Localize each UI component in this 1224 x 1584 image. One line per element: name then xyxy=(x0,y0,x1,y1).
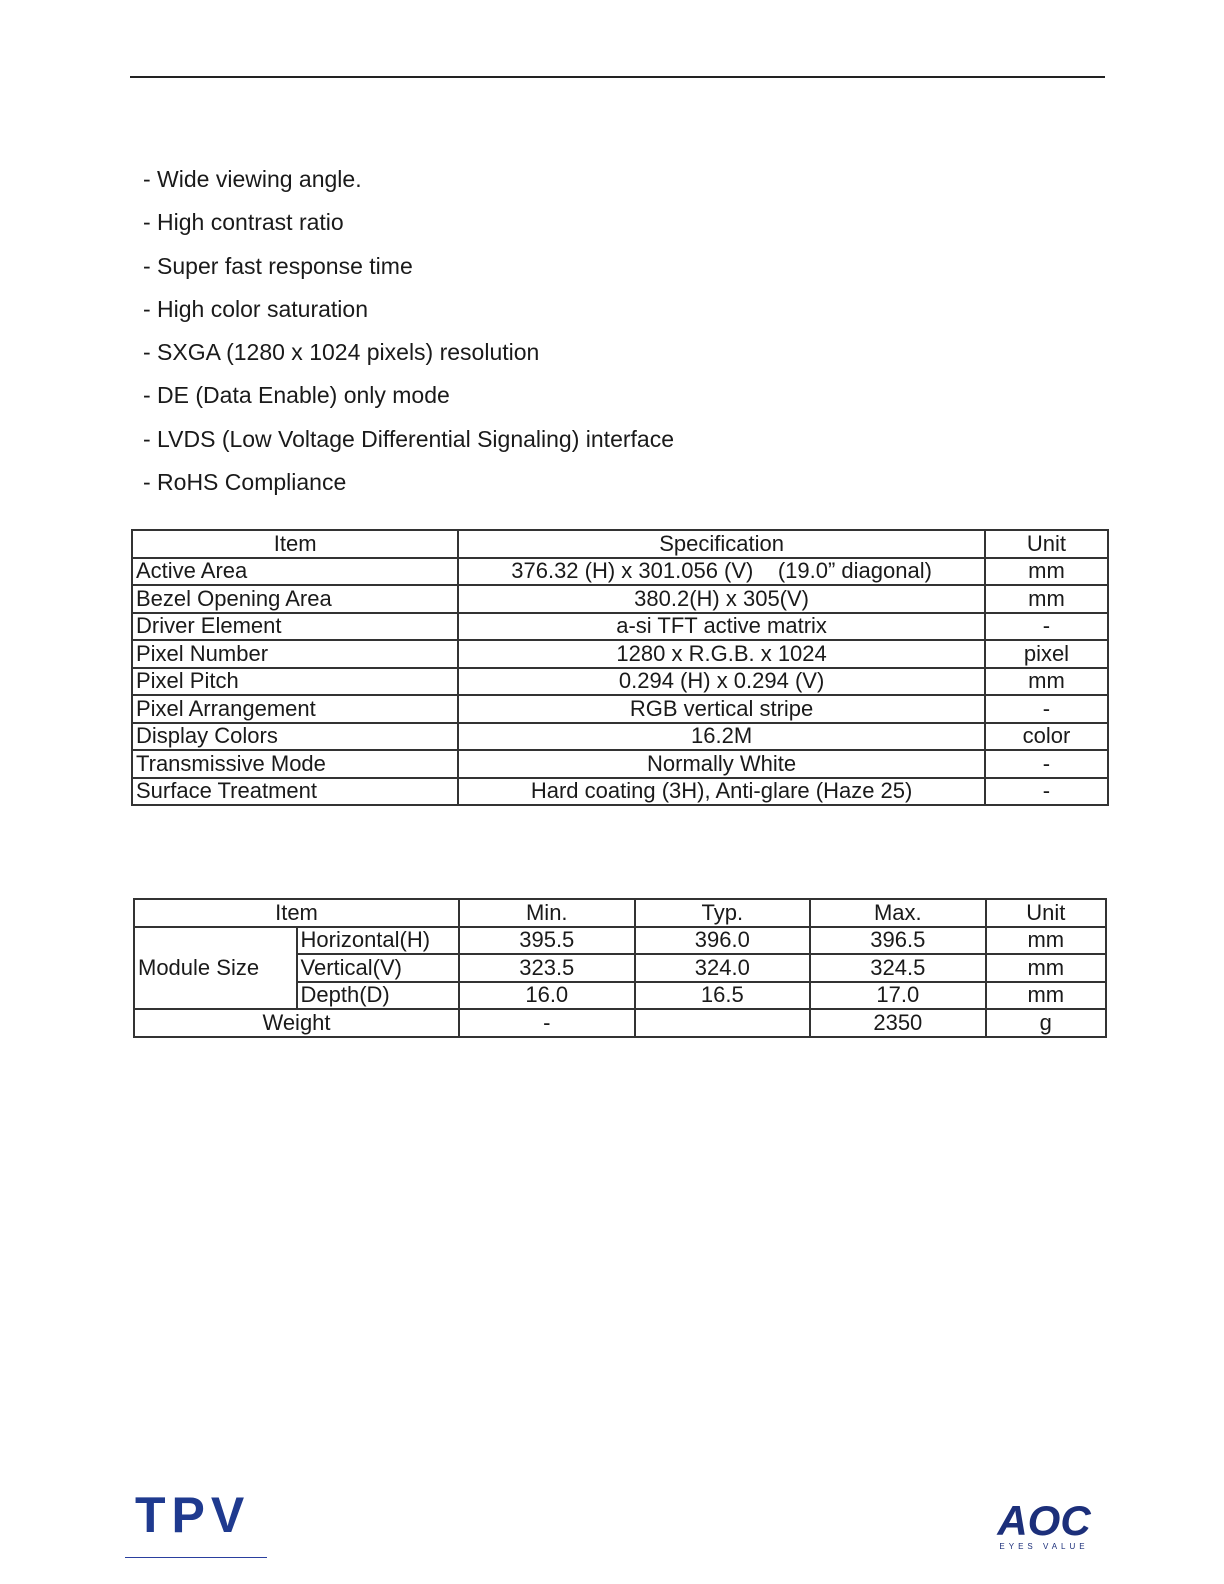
feature-item: - DE (Data Enable) only mode xyxy=(143,382,450,409)
feature-item: - RoHS Compliance xyxy=(143,469,347,496)
spec-unit: - xyxy=(985,750,1108,778)
dimension-label: Horizontal(H) xyxy=(297,927,460,955)
mechanical-table xyxy=(133,898,1107,1038)
spec-unit: color xyxy=(985,723,1108,751)
header-max: Max. xyxy=(810,899,986,927)
header-typ: Typ. xyxy=(635,899,811,927)
aoc-logo-tagline: EYES VALUE xyxy=(999,1542,1089,1551)
header-rule xyxy=(130,76,1105,78)
table-row xyxy=(132,558,1108,586)
spec-value: 16.2M xyxy=(458,723,985,751)
table-row xyxy=(132,695,1108,723)
feature-item: - Super fast response time xyxy=(143,252,413,279)
spec-item: Transmissive Mode xyxy=(132,750,458,778)
spec-value: Normally White xyxy=(458,750,985,778)
unit-value: mm xyxy=(986,982,1106,1010)
spec-item: Active Area xyxy=(132,558,458,586)
unit-value: mm xyxy=(986,954,1106,982)
spec-unit: - xyxy=(985,613,1108,641)
aoc-logo-text: AOC xyxy=(997,1497,1091,1544)
dimension-label: Depth(D) xyxy=(297,982,460,1010)
header-min: Min. xyxy=(459,899,635,927)
max-value: 324.5 xyxy=(810,954,986,982)
spec-unit: mm xyxy=(985,585,1108,613)
table-header-row xyxy=(132,530,1108,558)
spec-unit: pixel xyxy=(985,640,1108,668)
spec-item: Pixel Number xyxy=(132,640,458,668)
table-row xyxy=(134,1009,1106,1037)
min-value: 323.5 xyxy=(459,954,635,982)
max-value: 2350 xyxy=(810,1009,986,1037)
feature-list xyxy=(143,158,674,504)
spec-unit: mm xyxy=(985,668,1108,696)
spec-item: Surface Treatment xyxy=(132,778,458,806)
spec-unit: - xyxy=(985,778,1108,806)
table-row xyxy=(132,585,1108,613)
spec-item: Bezel Opening Area xyxy=(132,585,458,613)
typ-value: 324.0 xyxy=(635,954,811,982)
feature-item: - LVDS (Low Voltage Differential Signaling) interface xyxy=(143,425,674,452)
spec-item: Display Colors xyxy=(132,723,458,751)
dimension-label: Vertical(V) xyxy=(297,954,460,982)
table-row xyxy=(132,750,1108,778)
spec-value: RGB vertical stripe xyxy=(458,695,985,723)
header-item: Item xyxy=(134,899,459,927)
spec-unit: - xyxy=(985,695,1108,723)
tpv-logo xyxy=(133,1490,263,1538)
specification-table xyxy=(131,529,1109,806)
weight-label: Weight xyxy=(134,1009,459,1037)
spec-value: a-si TFT active matrix xyxy=(458,613,985,641)
tpv-logo-text: TPV xyxy=(135,1490,251,1538)
typ-value xyxy=(635,1009,811,1037)
unit-value: g xyxy=(986,1009,1106,1037)
min-value: 395.5 xyxy=(459,927,635,955)
feature-item: - Wide viewing angle. xyxy=(143,166,362,192)
spec-value: 376.32 (H) x 301.056 (V) (19.0” diagonal) xyxy=(458,558,985,586)
feature-item: - SXGA (1280 x 1024 pixels) resolution xyxy=(143,339,540,366)
table-row xyxy=(132,723,1108,751)
spec-unit: mm xyxy=(985,558,1108,586)
table-row xyxy=(132,640,1108,668)
max-value: 17.0 xyxy=(810,982,986,1010)
spec-value: 0.294 (H) x 0.294 (V) xyxy=(458,668,985,696)
header-specification: Specification xyxy=(458,530,985,558)
spec-value: 380.2(H) x 305(V) xyxy=(458,585,985,613)
table-header-row xyxy=(134,899,1106,927)
module-size-label: Module Size xyxy=(134,927,297,1010)
typ-value: 396.0 xyxy=(635,927,811,955)
spec-item: Pixel Arrangement xyxy=(132,695,458,723)
table-row xyxy=(132,668,1108,696)
spec-value: 1280 x R.G.B. x 1024 xyxy=(458,640,985,668)
feature-item: - High contrast ratio xyxy=(143,209,344,236)
spec-value: Hard coating (3H), Anti-glare (Haze 25) xyxy=(458,778,985,806)
typ-value: 16.5 xyxy=(635,982,811,1010)
min-value: 16.0 xyxy=(459,982,635,1010)
spec-item: Driver Element xyxy=(132,613,458,641)
table-row xyxy=(134,927,1106,955)
unit-value: mm xyxy=(986,927,1106,955)
header-unit: Unit xyxy=(985,530,1108,558)
footer-rule xyxy=(125,1557,267,1558)
min-value: - xyxy=(459,1009,635,1037)
table-row xyxy=(132,778,1108,806)
header-unit: Unit xyxy=(986,899,1106,927)
table-row xyxy=(132,613,1108,641)
aoc-logo xyxy=(987,1497,1102,1553)
spec-item: Pixel Pitch xyxy=(132,668,458,696)
header-item: Item xyxy=(132,530,458,558)
max-value: 396.5 xyxy=(810,927,986,955)
feature-item: - High color saturation xyxy=(143,295,368,322)
